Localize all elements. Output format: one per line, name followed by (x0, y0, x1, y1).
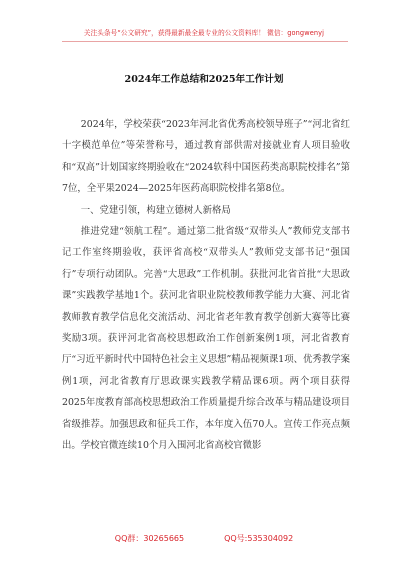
promo-text: 关注头条号“公文研究”，获得最新最全最专业的公文资料库！ 微信：gongwenyj (83, 29, 325, 37)
qq-number-text: QQ号:535304092 (224, 534, 294, 543)
promo-header (0, 0, 408, 52)
paragraph-intro: 2024年，学校荣获“2023年河北省优秀高校领导班子”“河北省红十字模范单位”等荣誉称号，通过教育部供需对接就业育人项目验收和“双高”计划国家终期验收在“2024软科中国医药类高职院校排名”第7位，全平果2024—2025年医药高职院校排名第8位。 (62, 119, 350, 195)
contact-footer (0, 533, 408, 544)
paragraph-party-building: 推进党建“领航工程”。通过第二批省级“双带头人”教师党支部书记工作室终期验收，获评省高校“双带头人”教师党支部书记“强国行”专项行动团队。完善“大思政”工作机制。获批河北省首批“大思政课”实践教学基地1个。获河北省职业院校教师教学能力大赛、河北省教师教育教学信息化交流活动、河北省老年教育教学创新大赛等比赛奖励3项。获评河北省高校思想政治工作创新案例1项，河北省教育厅“习近平新时代中国特色社会主义思想”精品视频课1项、优秀教学案例1项，河北省教育厅思政课实践教学精品课6项。两个项目获得2025年度教育部高校思想政治工作质量提升综合改革与精品建设项目省级推荐。加强思政和征兵工作，本年度入伍70人。宣传工作亮点频出。学校官微连续10个月入围河北省高校官微影 (62, 226, 350, 452)
document-title: 2024年工作总结和2025年工作计划 (124, 74, 284, 85)
document-body (62, 114, 350, 457)
qq-group-text: QQ群：30265665 (114, 534, 185, 543)
section-heading: 一、党建引领，构建立德树人新格局 (80, 204, 231, 216)
header-divider (62, 41, 348, 42)
